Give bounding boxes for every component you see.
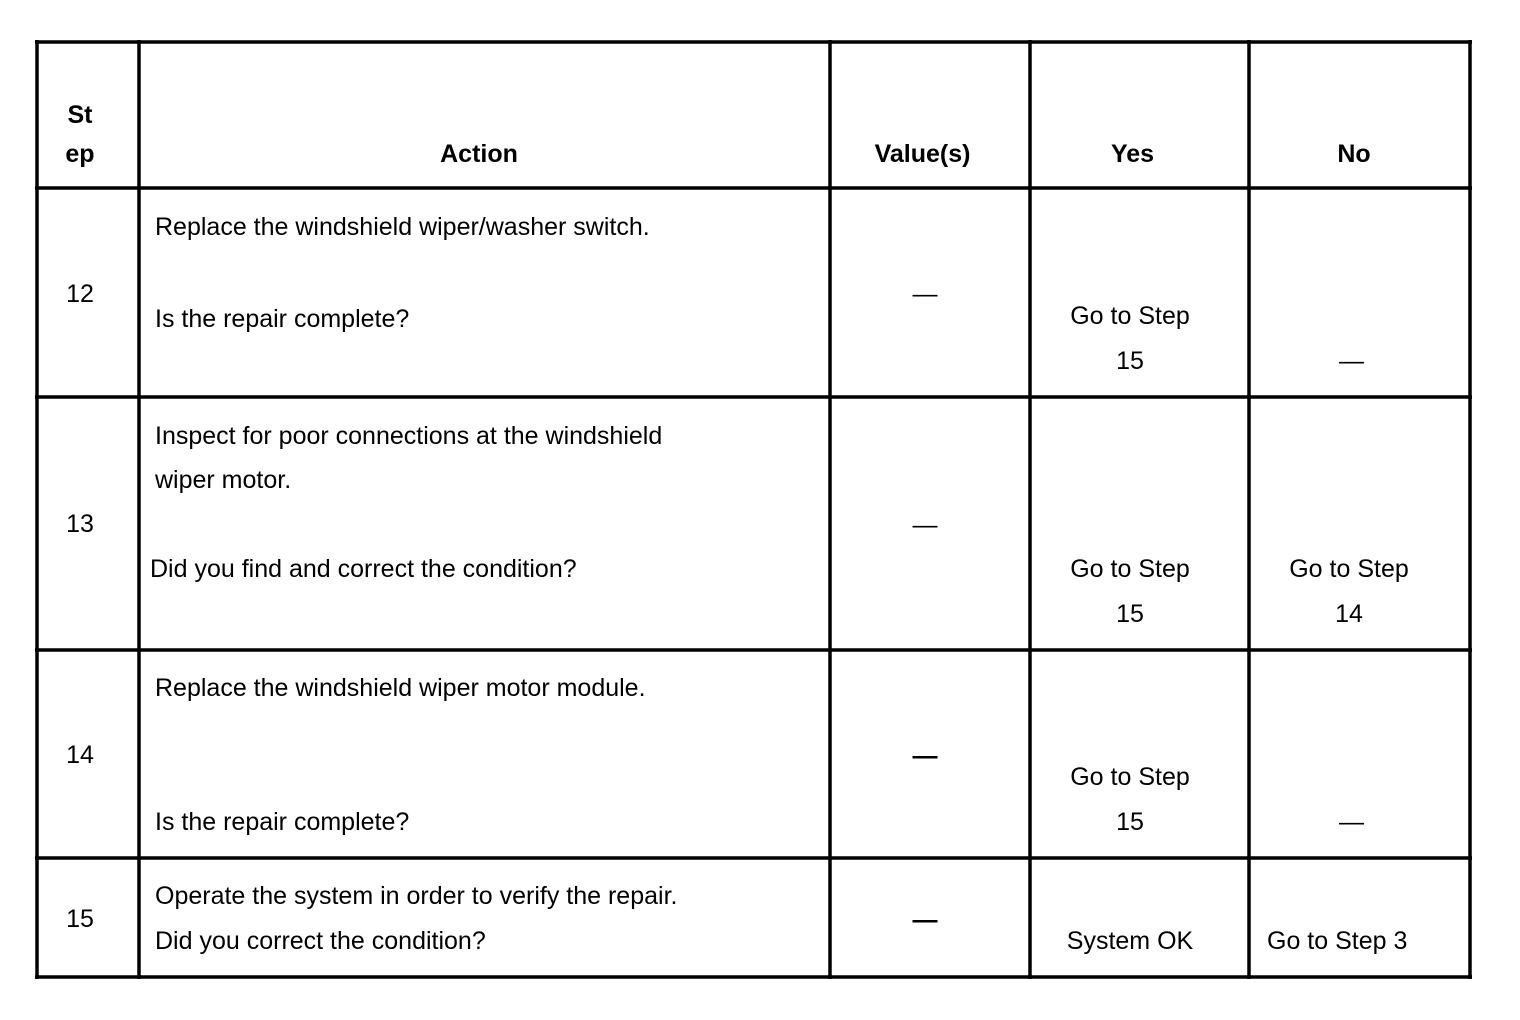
header-action: Action (440, 140, 518, 168)
no-cell-line-2: 14 (1335, 600, 1363, 628)
yes-cell-line-2: 15 (1116, 808, 1144, 836)
action-text: Operate the system in order to verify the repair. (155, 882, 678, 910)
yes-cell-line-1: Go to Step (1070, 555, 1190, 583)
header-values: Value(s) (874, 140, 971, 168)
action-text-line-2: wiper motor. (155, 466, 292, 494)
no-cell: — (1339, 347, 1364, 375)
value-cell: — (912, 906, 938, 934)
header-no: No (1337, 140, 1371, 168)
step-number: 13 (66, 510, 94, 538)
value-cell: — (912, 280, 938, 308)
action-question: Is the repair complete? (155, 808, 410, 836)
value-cell: — (912, 511, 938, 539)
no-cell: Go to Step 3 (1267, 927, 1408, 955)
step-number: 12 (66, 280, 94, 308)
yes-cell-line-1: Go to Step (1070, 763, 1190, 791)
action-text: Replace the windshield wiper motor module. (155, 674, 646, 702)
action-text: Replace the windshield wiper/washer switch. (155, 213, 650, 241)
no-cell-line-1: Go to Step (1289, 555, 1409, 583)
yes-cell-line-2: 15 (1116, 600, 1144, 628)
action-text: Inspect for poor connections at the windshield (155, 422, 663, 450)
step-number: 14 (66, 741, 94, 769)
header-step-line-2: ep (65, 140, 95, 168)
value-cell: — (912, 742, 938, 770)
action-question: Did you correct the condition? (155, 927, 486, 955)
header-yes: Yes (1110, 140, 1155, 168)
action-question: Did you find and correct the condition? (150, 555, 577, 583)
yes-cell-line-2: 15 (1116, 347, 1144, 375)
no-cell: — (1339, 808, 1364, 836)
action-question: Is the repair complete? (155, 305, 410, 333)
step-number: 15 (66, 905, 94, 933)
yes-cell: System OK (1066, 927, 1194, 955)
header-step-line-1: St (67, 101, 93, 129)
yes-cell-line-1: Go to Step (1070, 302, 1190, 330)
